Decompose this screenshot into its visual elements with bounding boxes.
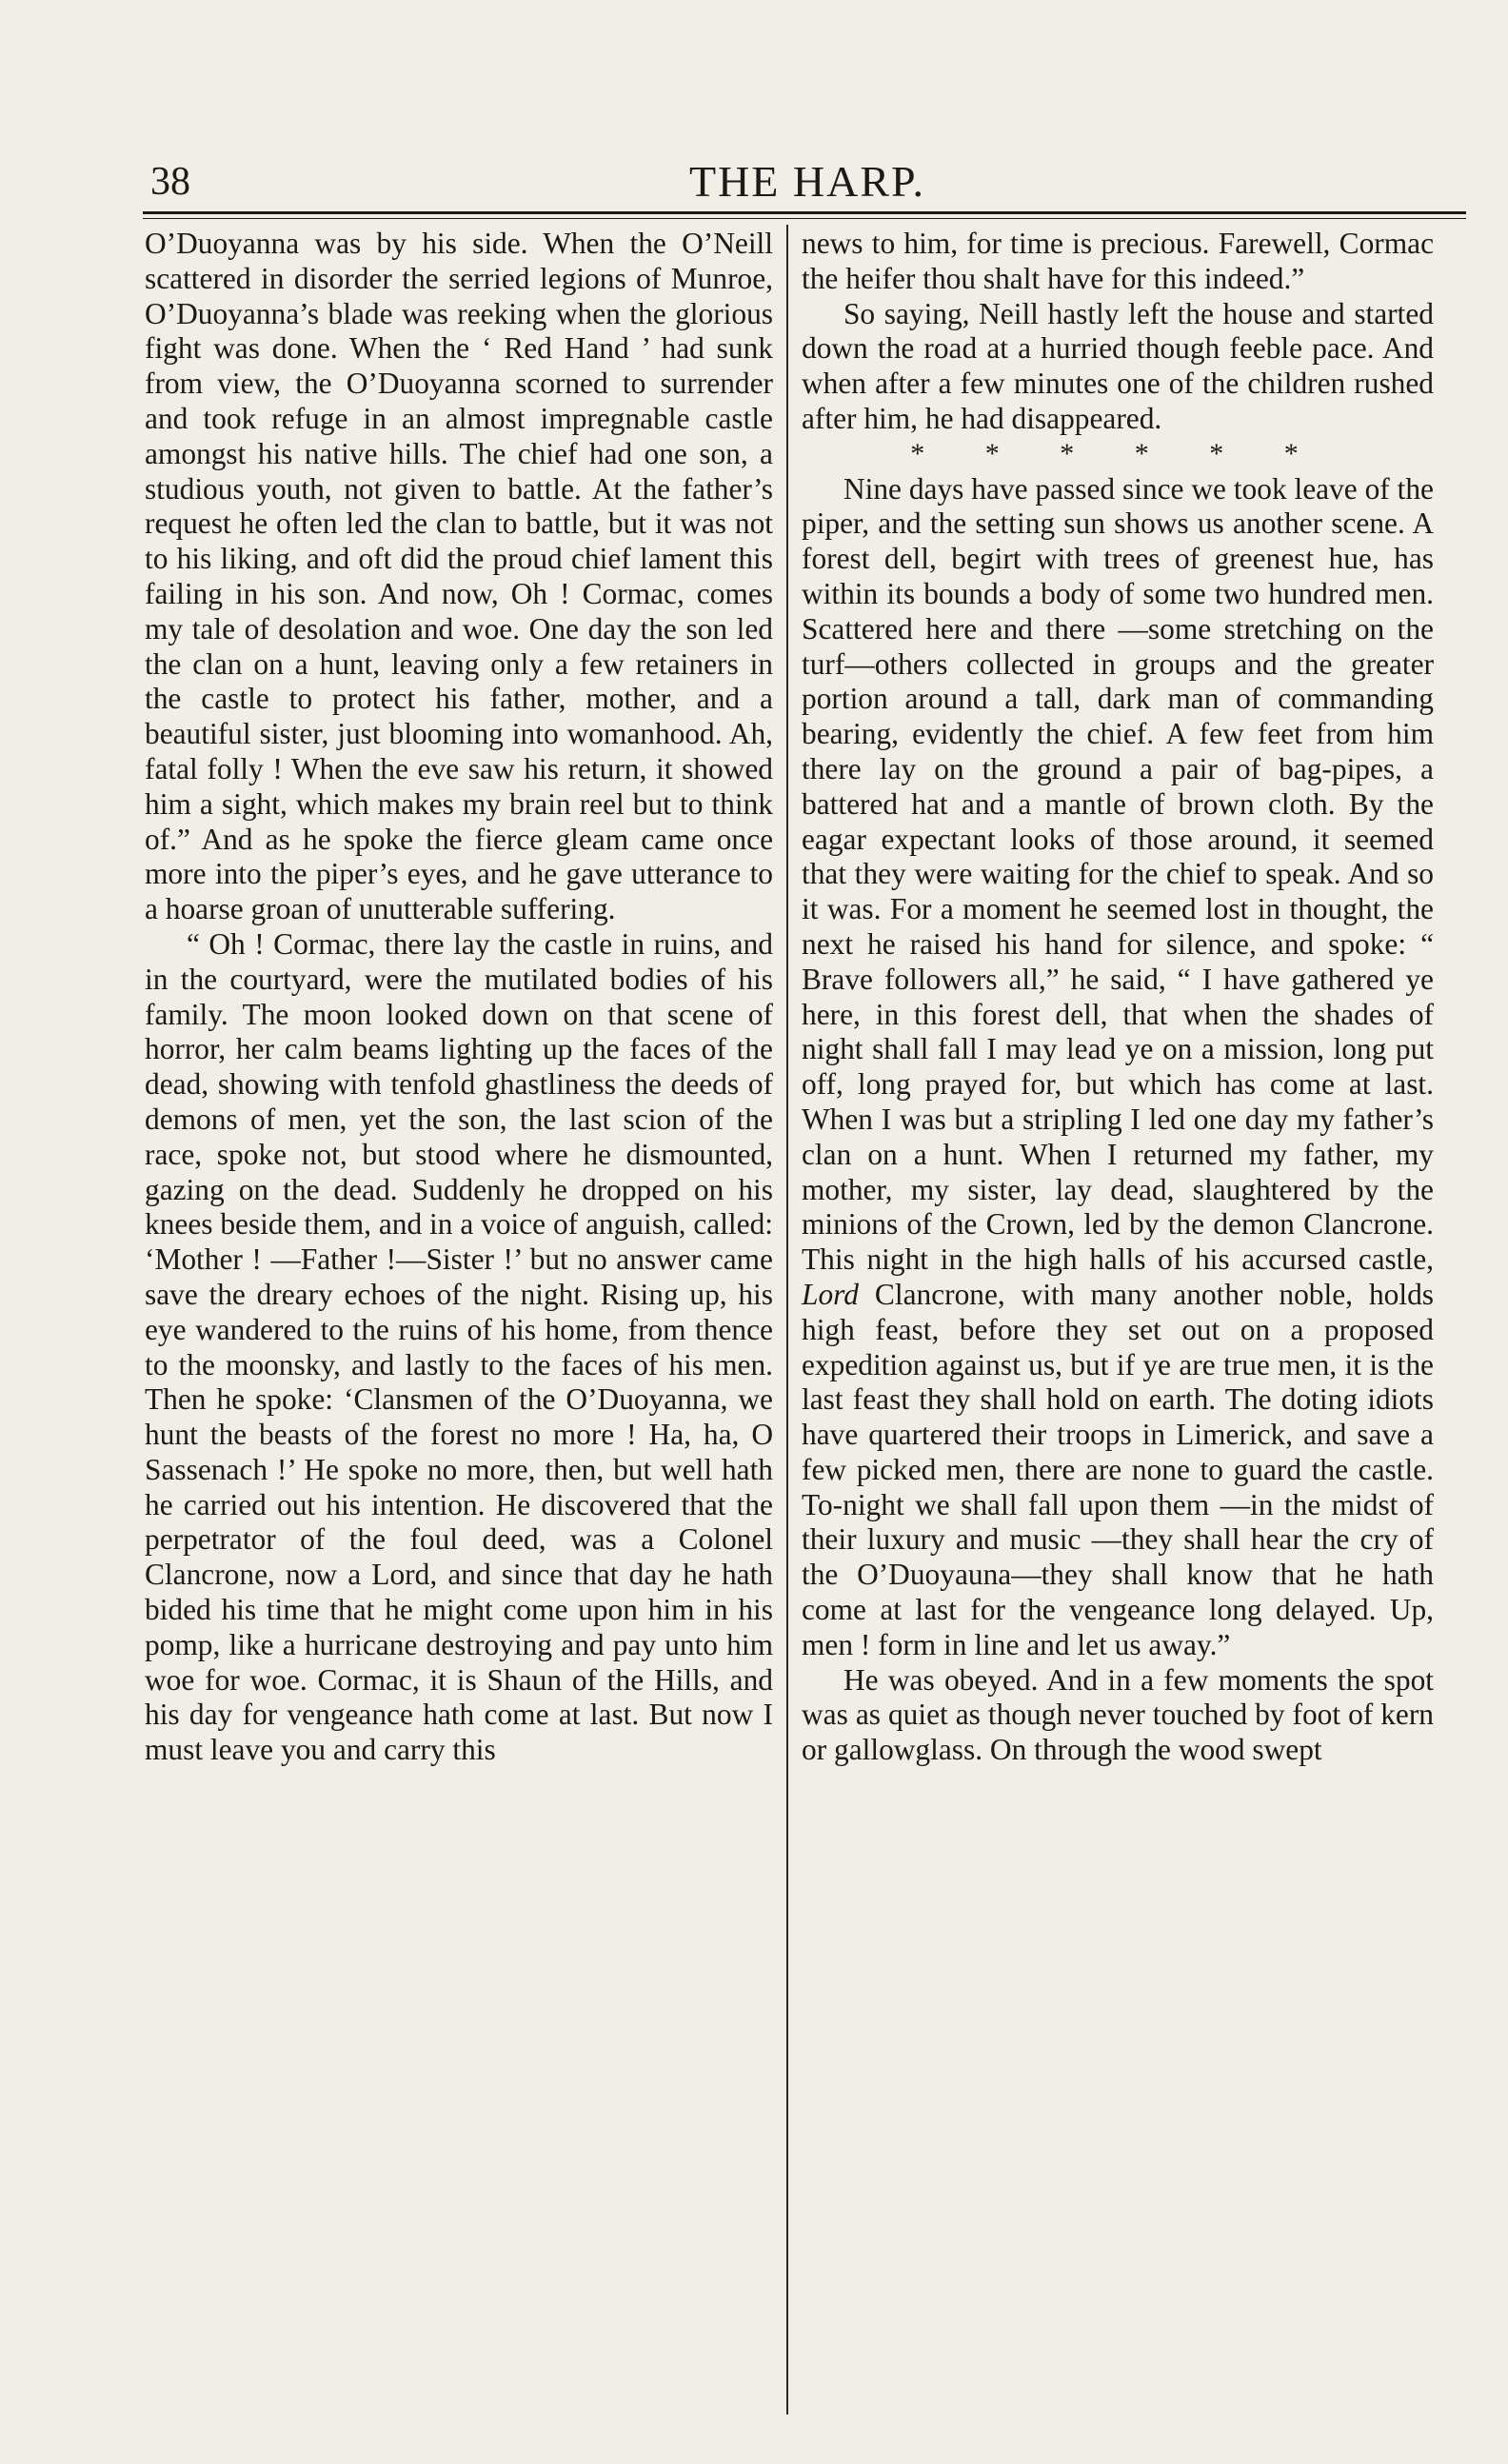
right-paragraph-3 bbox=[802, 472, 1434, 1663]
right-paragraph-2: So saying, Neill hastly left the house and started down the road at a hurried though feeble pace. And when after a few minutes one of the children rushed after him, he had disappeared. bbox=[802, 296, 1434, 435]
right-paragraph-4: He was obeyed. And in a few moments the spot was as quiet as though never touched by foot of kern or gallowglass. On through the wood swept bbox=[802, 1662, 1434, 1767]
left-paragraph-2: “ Oh ! Cormac, there lay the castle in ruins, and in the courtyard, were the mutilated bodies of his family. The moon looked down on that scene of horror, her calm beams lighting up the faces of the dead, showing with tenfold ghastliness the deeds of demons of men, yet the son, the last scion of the race, spoke not, but stood where he dismounted, gazing on the dead. Suddenly he dropped on his knees beside them, and in a voice of anguish, called: ‘Mother ! —Father !—Sister !’ but no answer came save the dreary echoes of the night. Rising up, his eye wandered to the ruins of his home, from thence to the moonsky, and lastly to the faces of his men. Then he spoke: ‘Clansmen of the O’Duoyanna, we hunt the beasts of the forest no more ! Ha, ha, O Sassenach !’ He spoke no more, then, but well hath he carried out his intention. He discovered that the perpetrator of the foul deed, was a Colonel Clancrone, now a Lord, and since that day he hath bided his time that he might come upon him in his pomp, like a hurricane destroying and pay unto him woe for woe. Cormac, it is Shaun of the Hills, and his day for vengeance hath come at last. But now I must leave you and carry this bbox=[145, 926, 773, 1767]
running-title: THE HARP. bbox=[688, 157, 926, 206]
column-divider bbox=[786, 225, 788, 2414]
right-column bbox=[802, 227, 1434, 1768]
section-break-asterisks: * * * * * * bbox=[910, 437, 1325, 469]
page-number: 38 bbox=[150, 160, 190, 204]
left-column bbox=[145, 227, 773, 1768]
right-paragraph-1: news to him, for time is precious. Farewell, Cormac the heifer thou shalt have for this indeed.” bbox=[802, 227, 1434, 295]
page-header bbox=[150, 150, 1464, 213]
right-paragraph-3-italic-lord: Lord bbox=[802, 1277, 859, 1311]
right-paragraph-3-start: Nine days have passed since we took leave of the piper, and the setting sun shows us another scene. A forest dell, begirt with trees of greenest hue, has within its bounds a body of some two hundred men. Scattered here and there —some stretching on the turf—others collected in groups and the greater portion around a tall, dark man of commanding bearing, evidently the chief. A few feet from him there lay on the ground a pair of bag-pipes, a battered hat and a mantle of brown cloth. By the eagar expectant looks of those around, it seemed that they were waiting for the chief to speak. And so it was. For a moment he seemed lost in thought, the next he raised his hand for silence, and spoke: “ Brave followers all,” he said, “ I have gathered ye here, in this forest dell, that when the shades of night shall fall I may lead ye on a mission, long put off, long prayed for, but which has come at last. When I was but a stripling I led one day my father’s clan on a hunt. When I returned my father, my mother, my sister, lay dead, slaughtered by the minions of the Crown, led by the demon Clancrone. This night in the high halls of his accursed castle, bbox=[802, 471, 1434, 1277]
left-paragraph-1: O’Duoyanna was by his side. When the O’Neill scattered in disorder the serried legions of Munroe, O’Duoyanna’s blade was reeking when the glorious fight was done. When the ‘ Red Hand ’ had sunk from view, the O’Duoyanna scorned to surrender and took refuge in an almost impregnable castle amongst his native hills. The chief had one son, a studious youth, not given to battle. At the father’s request he often led the clan to battle, but it was not to his liking, and oft did the proud chief lament this failing in his son. And now, Oh ! Cormac, comes my tale of desolation and woe. One day the son led the clan on a hunt, leaving only a few retainers in the castle to protect his father, mother, and a beautiful sister, just blooming into womanhood. Ah, fatal folly ! When the eve saw his return, it showed him a sight, which makes my brain reel but to think of.” And as he spoke the fierce gleam came once more into the piper’s eyes, and he gave utterance to a hoarse groan of unutterable suffering. bbox=[145, 227, 773, 926]
right-paragraph-3-end: Clancrone, with many another noble, holds high feast, before they set out on a proposed expedition against us, but if ye are true men, it is the last feast they shall hold on earth. The doting idiots have quartered their troops in Limerick, and save a few picked men, there are none to guard the castle. To-night we shall fall upon them —in the midst of their luxury and music —they shall hear the cry of the O’Duoyauna—they shall know that he hath come at last for the vengeance long delayed. Up, men ! form in line and let us away.” bbox=[802, 1277, 1434, 1661]
header-rule-thin bbox=[143, 218, 1466, 219]
header-rule-thick bbox=[143, 211, 1466, 214]
